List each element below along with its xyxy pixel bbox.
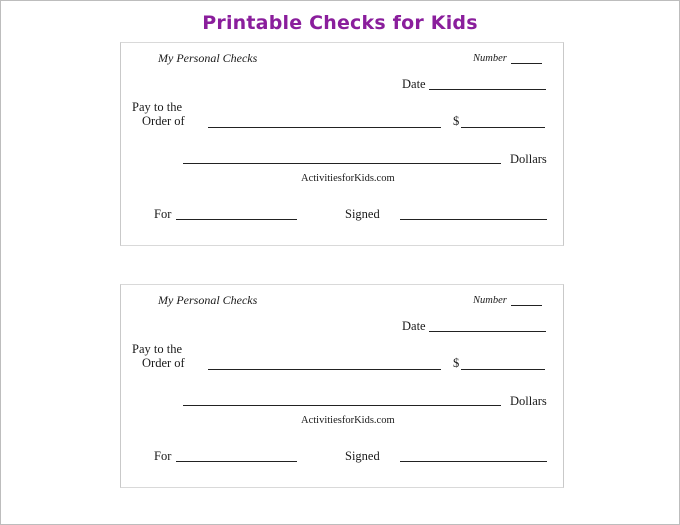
check-form-1 (120, 42, 564, 246)
number-field[interactable] (511, 63, 542, 64)
order-of-label: Order of (142, 114, 185, 128)
amount-in-words-field[interactable] (183, 163, 501, 164)
payee-field[interactable] (208, 369, 441, 370)
currency-symbol: $ (453, 356, 460, 370)
number-label: Number (473, 53, 507, 64)
signed-label: Signed (345, 207, 380, 221)
check-heading: My Personal Checks (158, 293, 258, 307)
order-of-label: Order of (142, 356, 185, 370)
for-label: For (154, 449, 172, 463)
check-heading: My Personal Checks (158, 51, 258, 65)
website-text: ActivitiesforKids.com (301, 173, 395, 184)
amount-field[interactable] (461, 369, 545, 370)
dollars-label: Dollars (510, 394, 547, 408)
memo-field[interactable] (176, 461, 297, 462)
for-label: For (154, 207, 172, 221)
date-label: Date (402, 77, 426, 91)
page-title: Printable Checks for Kids (202, 12, 478, 34)
date-label: Date (402, 319, 426, 333)
payee-field[interactable] (208, 127, 441, 128)
number-label: Number (473, 295, 507, 306)
amount-in-words-field[interactable] (183, 405, 501, 406)
pay-to-label: Pay to the (132, 342, 182, 356)
website-text: ActivitiesforKids.com (301, 415, 395, 426)
date-field[interactable] (429, 89, 546, 90)
signed-label: Signed (345, 449, 380, 463)
check-form-2 (120, 284, 564, 488)
signature-field[interactable] (400, 219, 547, 220)
dollars-label: Dollars (510, 152, 547, 166)
date-field[interactable] (429, 331, 546, 332)
signature-field[interactable] (400, 461, 547, 462)
amount-field[interactable] (461, 127, 545, 128)
pay-to-label: Pay to the (132, 100, 182, 114)
number-field[interactable] (511, 305, 542, 306)
memo-field[interactable] (176, 219, 297, 220)
currency-symbol: $ (453, 114, 460, 128)
